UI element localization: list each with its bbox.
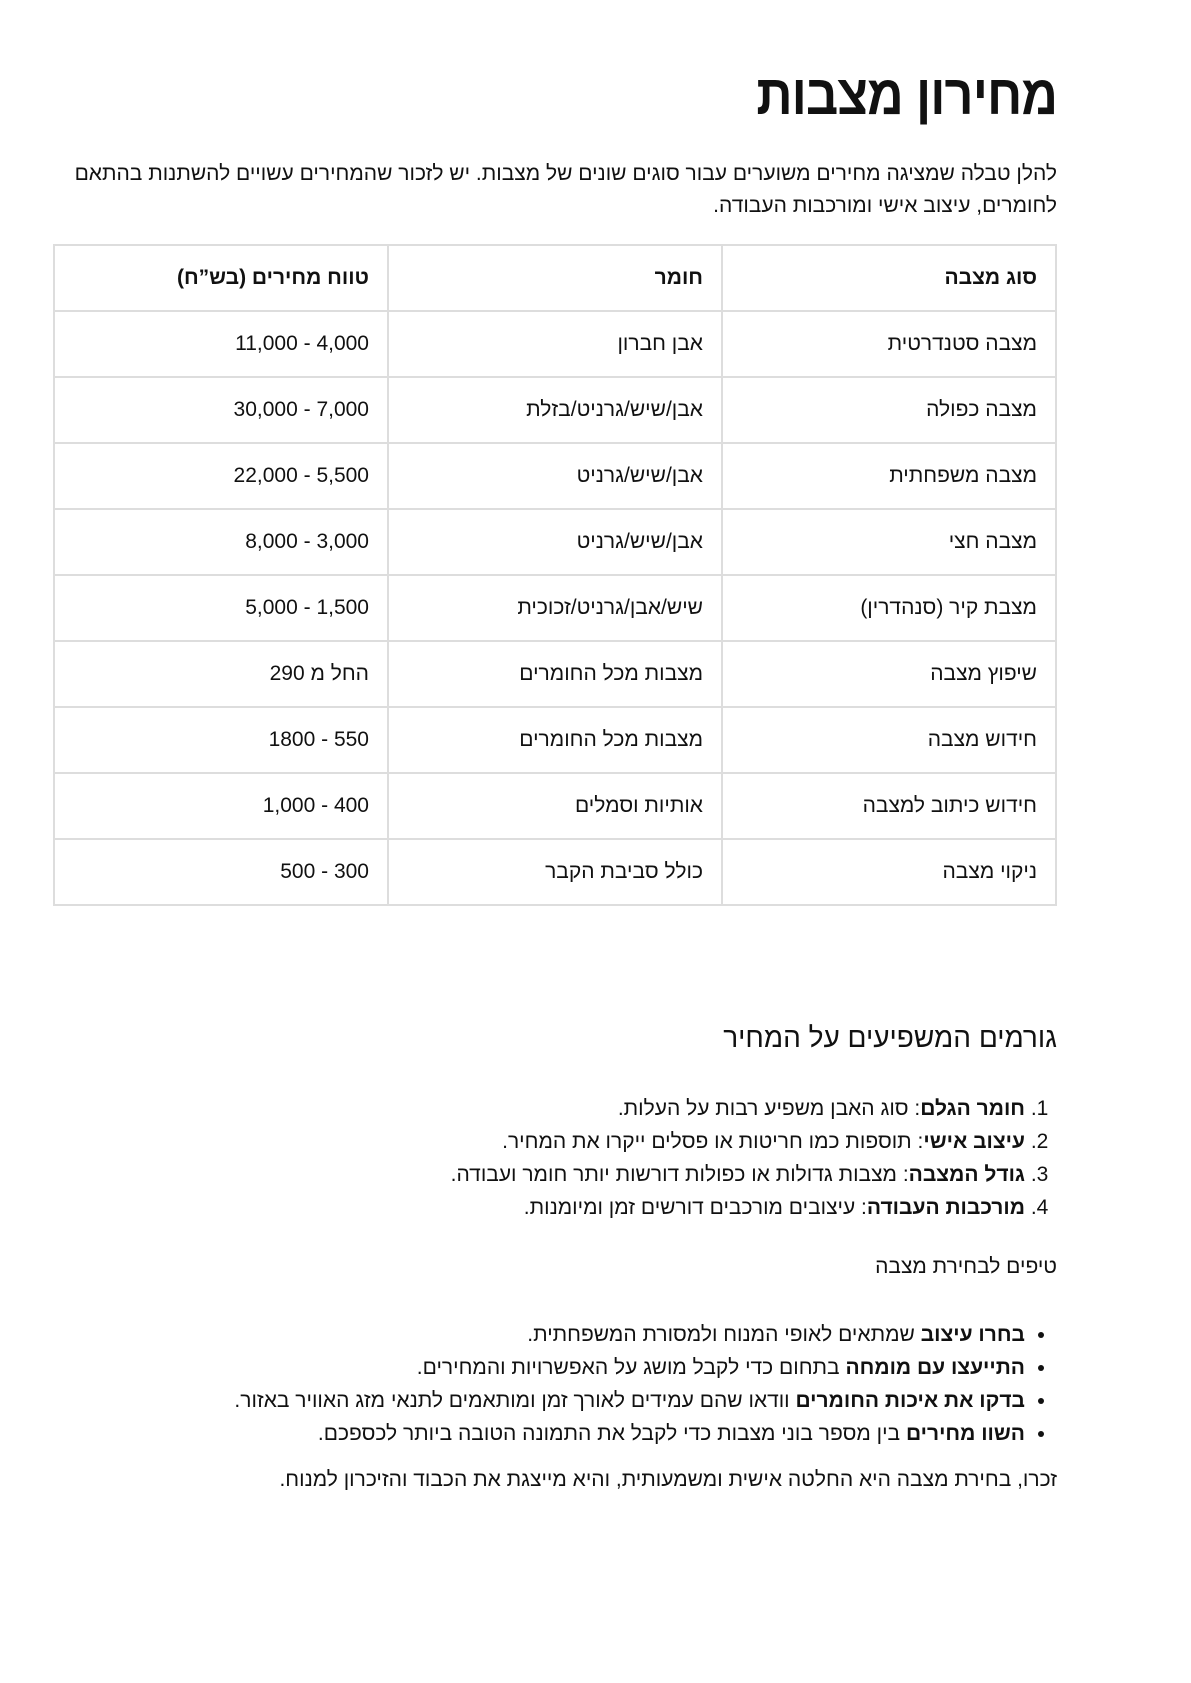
item-bold: בדקו את איכות החומרים (795, 1389, 1025, 1412)
cell-type: מצבת קיר (סנהדרין) (722, 575, 1056, 641)
list-item (234, 1384, 1025, 1417)
table-row (54, 773, 1056, 839)
cell-price: 400 - 1,000 (54, 773, 388, 839)
cell-type: מצבה כפולה (722, 377, 1056, 443)
list-item (234, 1417, 1025, 1450)
table-row (54, 641, 1056, 707)
item-text: : מצבות גדולות או כפולות דורשות יותר חומר ועבודה. (450, 1163, 909, 1186)
cell-material: מצבות מכל החומרים (388, 641, 722, 707)
factors-list (451, 1092, 1057, 1224)
factors-title: גורמים המשפיעים על המחיר (723, 1022, 1057, 1053)
item-bold: עיצוב אישי (923, 1130, 1025, 1153)
item-text: שמתאים לאופי המנוח ולמסורת המשפחתית. (527, 1323, 921, 1346)
item-text: : סוג האבן משפיע רבות על העלות. (617, 1097, 921, 1120)
cell-material: כולל סביבת הקבר (388, 839, 722, 905)
table-row (54, 839, 1056, 905)
header-price: טווח מחירים (בש”ח) (54, 245, 388, 311)
list-item (451, 1125, 1025, 1158)
header-type: סוג מצבה (722, 245, 1056, 311)
cell-type: שיפוץ מצבה (722, 641, 1056, 707)
cell-price: 5,500 - 22,000 (54, 443, 388, 509)
item-bold: חומר הגלם (920, 1097, 1025, 1120)
item-text: בתחום כדי לקבל מושג על האפשרויות והמחירים. (416, 1356, 846, 1379)
cell-material: אותיות וסמלים (388, 773, 722, 839)
table-row (54, 707, 1056, 773)
cell-price: 3,000 - 8,000 (54, 509, 388, 575)
cell-type: ניקוי מצבה (722, 839, 1056, 905)
table-row (54, 509, 1056, 575)
cell-material: שיש/אבן/גרניט/זכוכית (388, 575, 722, 641)
intro-paragraph: להלן טבלה שמציגה מחירים משוערים עבור סוגים שונים של מצבות. יש לזכור שהמחירים עשויים להשתנות בהתאם לחומרים, עיצוב אישי ומורכבות העבודה. (74, 162, 1057, 217)
item-bold: גודל המצבה (908, 1163, 1025, 1186)
tips-list (234, 1318, 1057, 1450)
item-bold: מורכבות העבודה (866, 1196, 1025, 1219)
cell-type: מצבה חצי (722, 509, 1056, 575)
table-row (54, 443, 1056, 509)
header-material: חומר (388, 245, 722, 311)
item-text: וודאו שהם עמידים לאורך זמן ומותאמים לתנאי מזג האוויר באזור. (234, 1389, 796, 1412)
list-item (234, 1351, 1025, 1384)
table-row (54, 377, 1056, 443)
cell-material: אבן/שיש/גרניט (388, 509, 722, 575)
tips-title: טיפים לבחירת מצבה (875, 1255, 1057, 1278)
list-item (451, 1158, 1025, 1191)
cell-material: מצבות מכל החומרים (388, 707, 722, 773)
table-header-row (54, 245, 1056, 311)
closing-paragraph: זכרו, בחירת מצבה היא החלטה אישית ומשמעותית, והיא מייצגת את הכבוד והזיכרון למנוח. (279, 1468, 1057, 1491)
cell-material: אבן/שיש/גרניט (388, 443, 722, 509)
cell-price: 1,500 - 5,000 (54, 575, 388, 641)
cell-price: החל מ 290 (54, 641, 388, 707)
item-text: : עיצובים מורכבים דורשים זמן ומיומנות. (523, 1196, 867, 1219)
price-table (53, 244, 1057, 906)
page-title: מחירון מצבות (756, 63, 1057, 126)
table-row (54, 575, 1056, 641)
cell-type: מצבה סטנדרטית (722, 311, 1056, 377)
list-item (451, 1191, 1025, 1224)
item-text: : תוספות כמו חריטות או פסלים ייקרו את המחיר. (502, 1130, 924, 1153)
cell-price: 300 - 500 (54, 839, 388, 905)
item-text: בין מספר בוני מצבות כדי לקבל את התמונה הטובה ביותר לכספכם. (317, 1422, 906, 1445)
cell-type: חידוש מצבה (722, 707, 1056, 773)
cell-price: 4,000 - 11,000 (54, 311, 388, 377)
list-item (451, 1092, 1025, 1125)
table-row (54, 311, 1056, 377)
cell-type: מצבה משפחתית (722, 443, 1056, 509)
list-item (234, 1318, 1025, 1351)
cell-material: אבן חברון (388, 311, 722, 377)
cell-price: 7,000 - 30,000 (54, 377, 388, 443)
cell-material: אבן/שיש/גרניט/בזלת (388, 377, 722, 443)
item-bold: התייעצו עם מומחה (845, 1356, 1025, 1379)
item-bold: השוו מחירים (905, 1422, 1025, 1445)
item-bold: בחרו עיצוב (920, 1323, 1025, 1346)
cell-price: 550 - 1800 (54, 707, 388, 773)
cell-type: חידוש כיתוב למצבה (722, 773, 1056, 839)
